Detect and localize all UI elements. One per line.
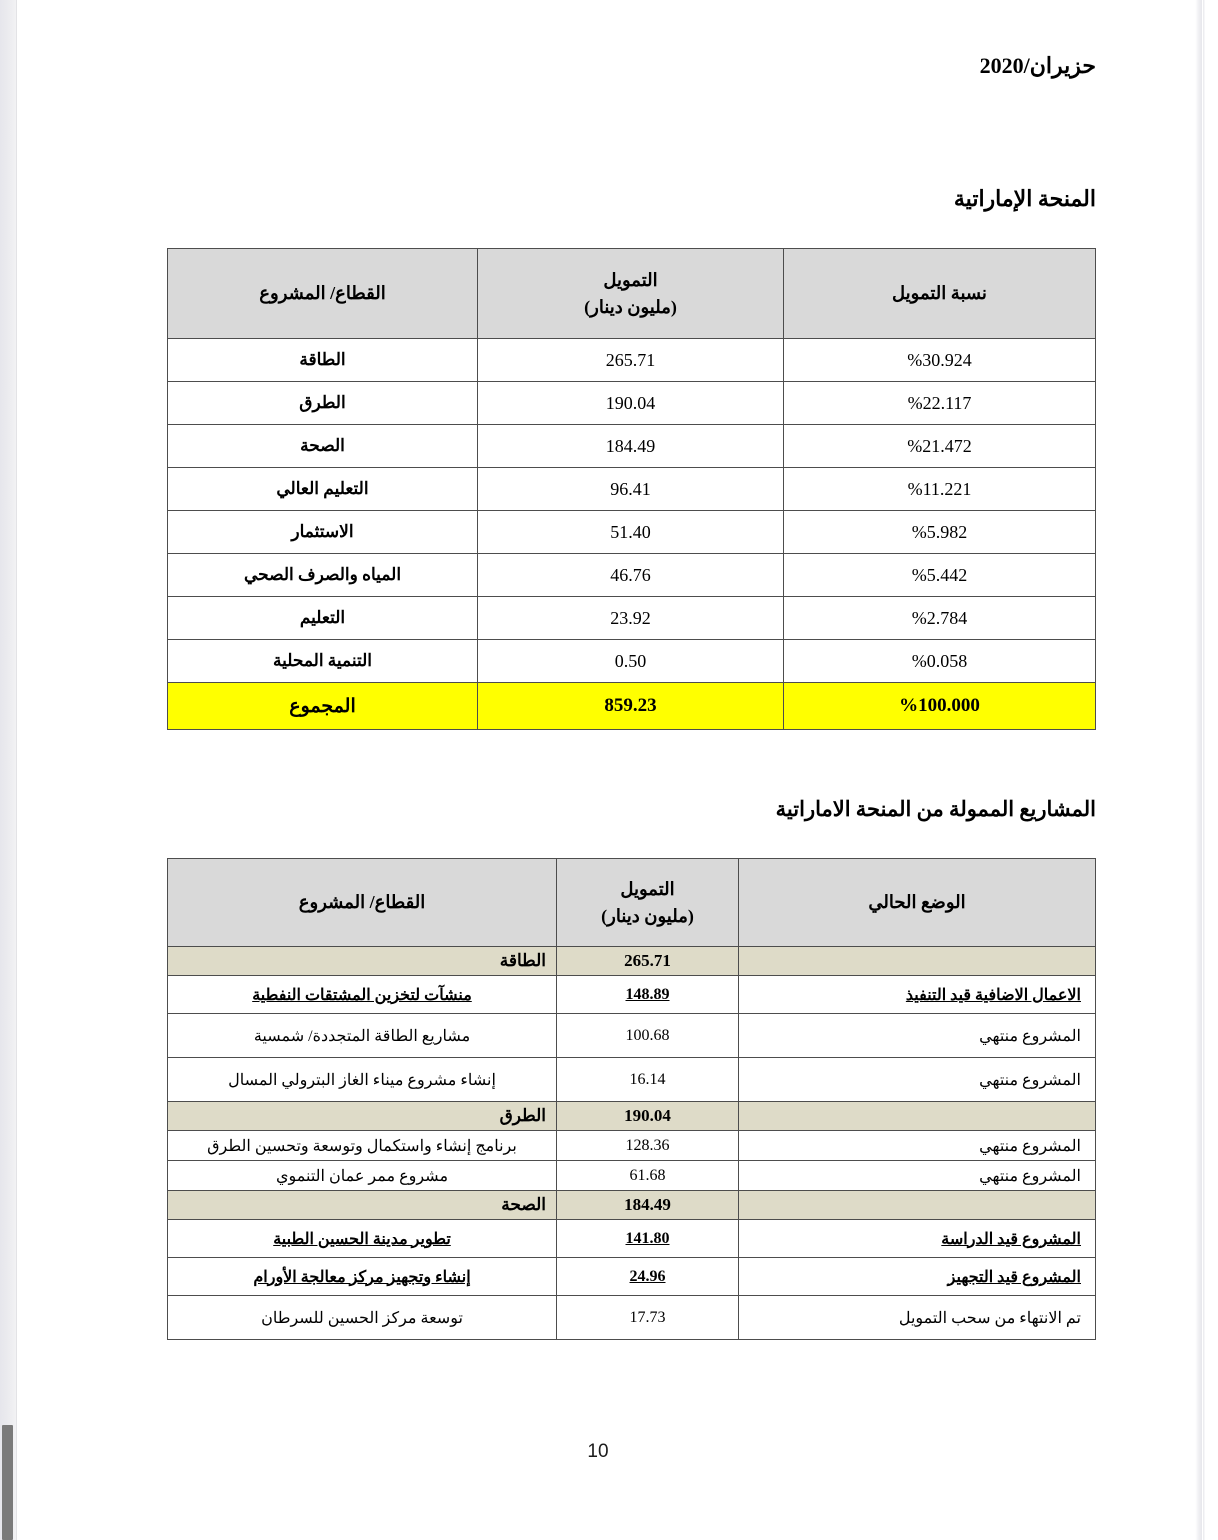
table-row xyxy=(168,468,1096,511)
section-title-projects: المشاريع الممولة من المنحة الاماراتية xyxy=(775,797,1096,821)
window-scrollbar[interactable] xyxy=(0,0,17,1540)
cell-amount: 51.40 xyxy=(478,511,784,554)
cell-amount: 16.14 xyxy=(557,1058,739,1102)
project-row xyxy=(168,1161,1096,1191)
cell-amount: 190.04 xyxy=(557,1102,739,1131)
cell-status: المشروع منتهي xyxy=(739,1014,1096,1058)
cell-project-name: توسعة مركز الحسين للسرطان xyxy=(168,1296,557,1340)
table-row xyxy=(168,382,1096,425)
cell-total-ratio: %100.000 xyxy=(784,683,1096,730)
cell-status: الاعمال الاضافية قيد التنفيذ xyxy=(739,976,1096,1014)
date-header: حزيران/2020 xyxy=(979,53,1096,78)
page-number: 10 xyxy=(587,1441,609,1462)
cell-sector: الصحة xyxy=(168,425,478,468)
cell-sector-name: الطاقة xyxy=(168,947,557,976)
cell-project-name: إنشاء مشروع ميناء الغاز البترولي المسال xyxy=(168,1058,557,1102)
cell-amount: 190.04 xyxy=(478,382,784,425)
sector-row xyxy=(168,947,1096,976)
cell-ratio: %5.442 xyxy=(784,554,1096,597)
cell-status: المشروع قيد التجهيز xyxy=(739,1258,1096,1296)
table-header-row xyxy=(168,249,1096,339)
cell-status: المشروع منتهي xyxy=(739,1131,1096,1161)
cell-status: تم الانتهاء من سحب التمويل xyxy=(739,1296,1096,1340)
grant-summary-table xyxy=(167,248,1096,730)
cell-status: المشروع منتهي xyxy=(739,1058,1096,1102)
table-row xyxy=(168,425,1096,468)
project-row xyxy=(168,976,1096,1014)
cell-project-name: إنشاء وتجهيز مركز معالجة الأورام xyxy=(168,1258,557,1296)
project-row xyxy=(168,1131,1096,1161)
funding-header-line1: التمويل xyxy=(603,270,658,291)
sector-row xyxy=(168,1102,1096,1131)
cell-amount: 17.73 xyxy=(557,1296,739,1340)
cell-amount: 128.36 xyxy=(557,1131,739,1161)
cell-sector: التعليم العالي xyxy=(168,468,478,511)
cell-project-name: مشروع ممر عمان التنموي xyxy=(168,1161,557,1191)
scrollbar-thumb[interactable] xyxy=(2,1425,13,1540)
section-title-grant: المنحة الإماراتية xyxy=(953,186,1096,211)
funding-header-line1: التمويل xyxy=(620,879,675,900)
cell-project-name: تطوير مدينة الحسين الطبية xyxy=(168,1220,557,1258)
cell-total-amount: 859.23 xyxy=(478,683,784,730)
sector-row xyxy=(168,1191,1096,1220)
cell-amount: 100.68 xyxy=(557,1014,739,1058)
cell-sector: المياه والصرف الصحي xyxy=(168,554,478,597)
funding-header-line2: (مليون دينار) xyxy=(584,296,677,317)
cell-sector-name: الطرق xyxy=(168,1102,557,1131)
column-header-sector: القطاع/ المشروع xyxy=(168,249,478,339)
project-row xyxy=(168,1258,1096,1296)
cell-amount: 96.41 xyxy=(478,468,784,511)
column-header-funding xyxy=(557,859,739,947)
cell-ratio: %5.982 xyxy=(784,511,1096,554)
table-total-row xyxy=(168,683,1096,730)
cell-sector: الطاقة xyxy=(168,339,478,382)
table-row xyxy=(168,339,1096,382)
project-row xyxy=(168,1220,1096,1258)
cell-status xyxy=(739,947,1096,976)
cell-sector: الطرق xyxy=(168,382,478,425)
cell-status xyxy=(739,1102,1096,1131)
cell-sector: التنمية المحلية xyxy=(168,640,478,683)
project-row xyxy=(168,1296,1096,1340)
table-row xyxy=(168,597,1096,640)
document-content xyxy=(18,0,1178,1540)
cell-amount: 148.89 xyxy=(557,976,739,1014)
cell-amount: 46.76 xyxy=(478,554,784,597)
cell-project-name: منشآت لتخزين المشتقات النفطية xyxy=(168,976,557,1014)
table-row xyxy=(168,554,1096,597)
table-header-row xyxy=(168,859,1096,947)
cell-ratio: %30.924 xyxy=(784,339,1096,382)
cell-status xyxy=(739,1191,1096,1220)
funded-projects-table xyxy=(167,858,1096,1340)
cell-amount: 141.80 xyxy=(557,1220,739,1258)
cell-project-name: برنامج إنشاء واستكمال وتوسعة وتحسين الطرق xyxy=(168,1131,557,1161)
table-row xyxy=(168,640,1096,683)
cell-amount: 184.49 xyxy=(478,425,784,468)
cell-ratio: %2.784 xyxy=(784,597,1096,640)
page-edge-shadow xyxy=(1187,0,1202,1540)
column-header-sector: القطاع/ المشروع xyxy=(168,859,557,947)
funding-header-line2: (مليون دينار) xyxy=(601,905,694,926)
cell-amount: 265.71 xyxy=(478,339,784,382)
table-row xyxy=(168,511,1096,554)
cell-amount: 23.92 xyxy=(478,597,784,640)
cell-ratio: %21.472 xyxy=(784,425,1096,468)
cell-amount: 61.68 xyxy=(557,1161,739,1191)
cell-sector: الاستثمار xyxy=(168,511,478,554)
cell-ratio: %11.221 xyxy=(784,468,1096,511)
cell-status: المشروع منتهي xyxy=(739,1161,1096,1191)
column-header-ratio: نسبة التمويل xyxy=(784,249,1096,339)
document-page xyxy=(18,0,1203,1540)
cell-amount: 265.71 xyxy=(557,947,739,976)
project-row xyxy=(168,1058,1096,1102)
cell-amount: 24.96 xyxy=(557,1258,739,1296)
column-header-funding xyxy=(478,249,784,339)
column-header-status: الوضع الحالي xyxy=(739,859,1096,947)
cell-status: المشروع قيد الدراسة xyxy=(739,1220,1096,1258)
cell-total-label: المجموع xyxy=(168,683,478,730)
cell-sector: التعليم xyxy=(168,597,478,640)
cell-amount: 0.50 xyxy=(478,640,784,683)
cell-amount: 184.49 xyxy=(557,1191,739,1220)
project-row xyxy=(168,1014,1096,1058)
cell-ratio: %0.058 xyxy=(784,640,1096,683)
cell-sector-name: الصحة xyxy=(168,1191,557,1220)
cell-ratio: %22.117 xyxy=(784,382,1096,425)
cell-project-name: مشاريع الطاقة المتجددة/ شمسية xyxy=(168,1014,557,1058)
